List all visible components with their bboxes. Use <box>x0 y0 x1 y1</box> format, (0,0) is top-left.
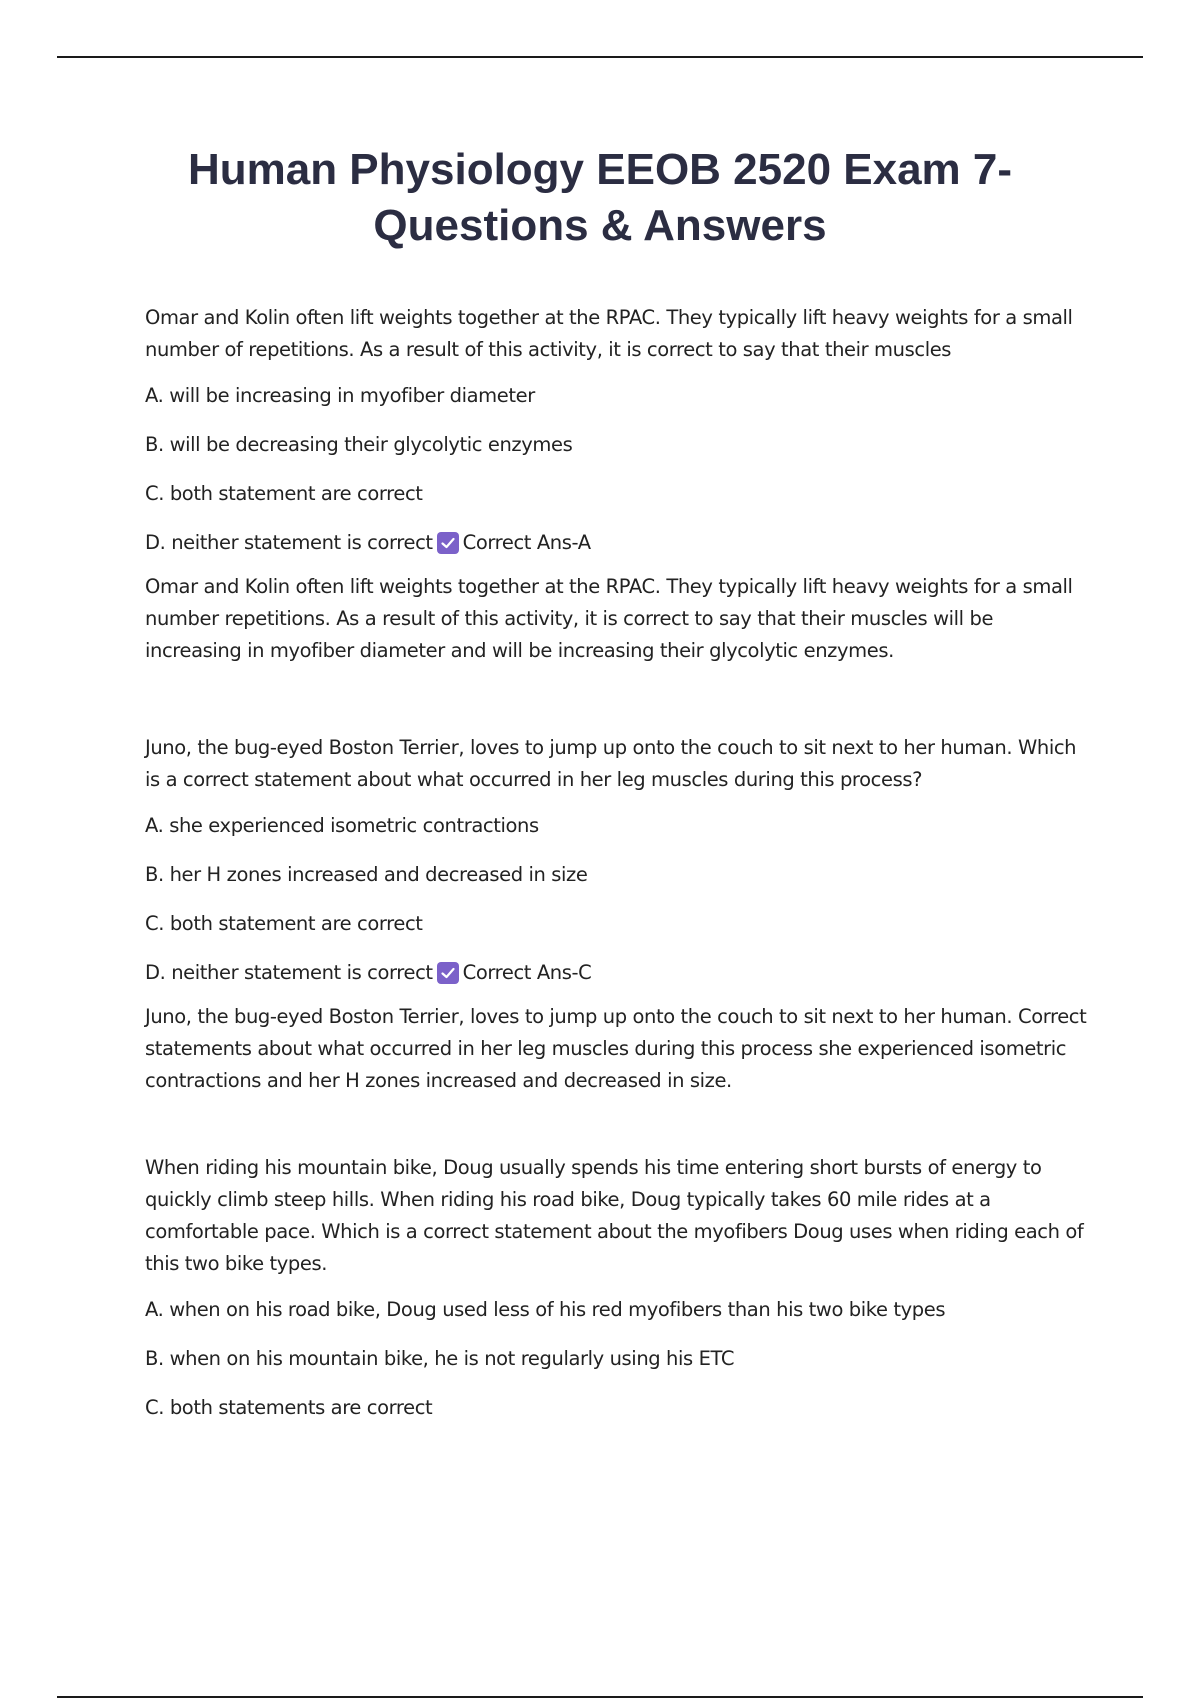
answer-line <box>145 527 1095 559</box>
correct-answer: Correct Ans-C <box>462 961 592 984</box>
question-text: Omar and Kolin often lift weights together at the RPAC. They typically lift heavy weights for a small number of repetitions. As a result of this activity, it is correct to say that their muscles <box>145 306 1073 361</box>
option-b: B. when on his mountain bike, he is not regularly using his ETC <box>145 1347 735 1370</box>
question-text: When riding his mountain bike, Doug usually spends his time entering short bursts of energy to quickly climb steep hills. When riding his road bike, Doug typically takes 60 mile rides at a comfortable pace. Which is a correct statement about the myofibers Doug uses when riding each of this two bike types. <box>145 1156 1084 1275</box>
option-c: C. both statement are correct <box>145 482 423 505</box>
option-a: A. she experienced isometric contractions <box>145 814 539 837</box>
correct-answer: Correct Ans-A <box>462 531 591 554</box>
answer-explanation: Omar and Kolin often lift weights together at the RPAC. They typically lift heavy weights for a small number repetitions. As a result of this activity, it is correct to say that their muscles will be increasing in myofiber diameter and will be increasing their glycolytic enzymes. <box>145 575 1073 662</box>
option-d: D. neither statement is correct <box>145 961 433 984</box>
check-box-icon <box>437 962 459 984</box>
bottom-rule <box>57 1696 1143 1698</box>
question-1 <box>145 302 1095 667</box>
answer-explanation: Juno, the bug-eyed Boston Terrier, loves to jump up onto the couch to sit next to her human. Correct statements about what occurred in her leg muscles during this process she experienced isometric contractions and her H zones increased and decreased in size. <box>145 1005 1087 1092</box>
option-c: C. both statement are correct <box>145 912 423 935</box>
top-rule <box>57 56 1143 58</box>
check-box-icon <box>437 532 459 554</box>
page-title: Human Physiology EEOB 2520 Exam 7- Questions & Answers <box>187 145 1013 250</box>
option-b: B. her H zones increased and decreased in size <box>145 863 588 886</box>
answer-line <box>145 957 1095 989</box>
question-text: Juno, the bug-eyed Boston Terrier, loves to jump up onto the couch to sit next to her human. Which is a correct statement about what occurred in her leg muscles during this process? <box>145 736 1077 791</box>
question-2 <box>145 732 1095 1097</box>
option-a: A. will be increasing in myofiber diameter <box>145 384 535 407</box>
option-b: B. will be decreasing their glycolytic enzymes <box>145 433 573 456</box>
question-3 <box>145 1152 1095 1424</box>
qa-content <box>145 302 1095 1441</box>
option-a: A. when on his road bike, Doug used less of his red myofibers than his two bike types <box>145 1298 946 1321</box>
option-c: C. both statements are correct <box>145 1396 433 1419</box>
option-d: D. neither statement is correct <box>145 531 433 554</box>
